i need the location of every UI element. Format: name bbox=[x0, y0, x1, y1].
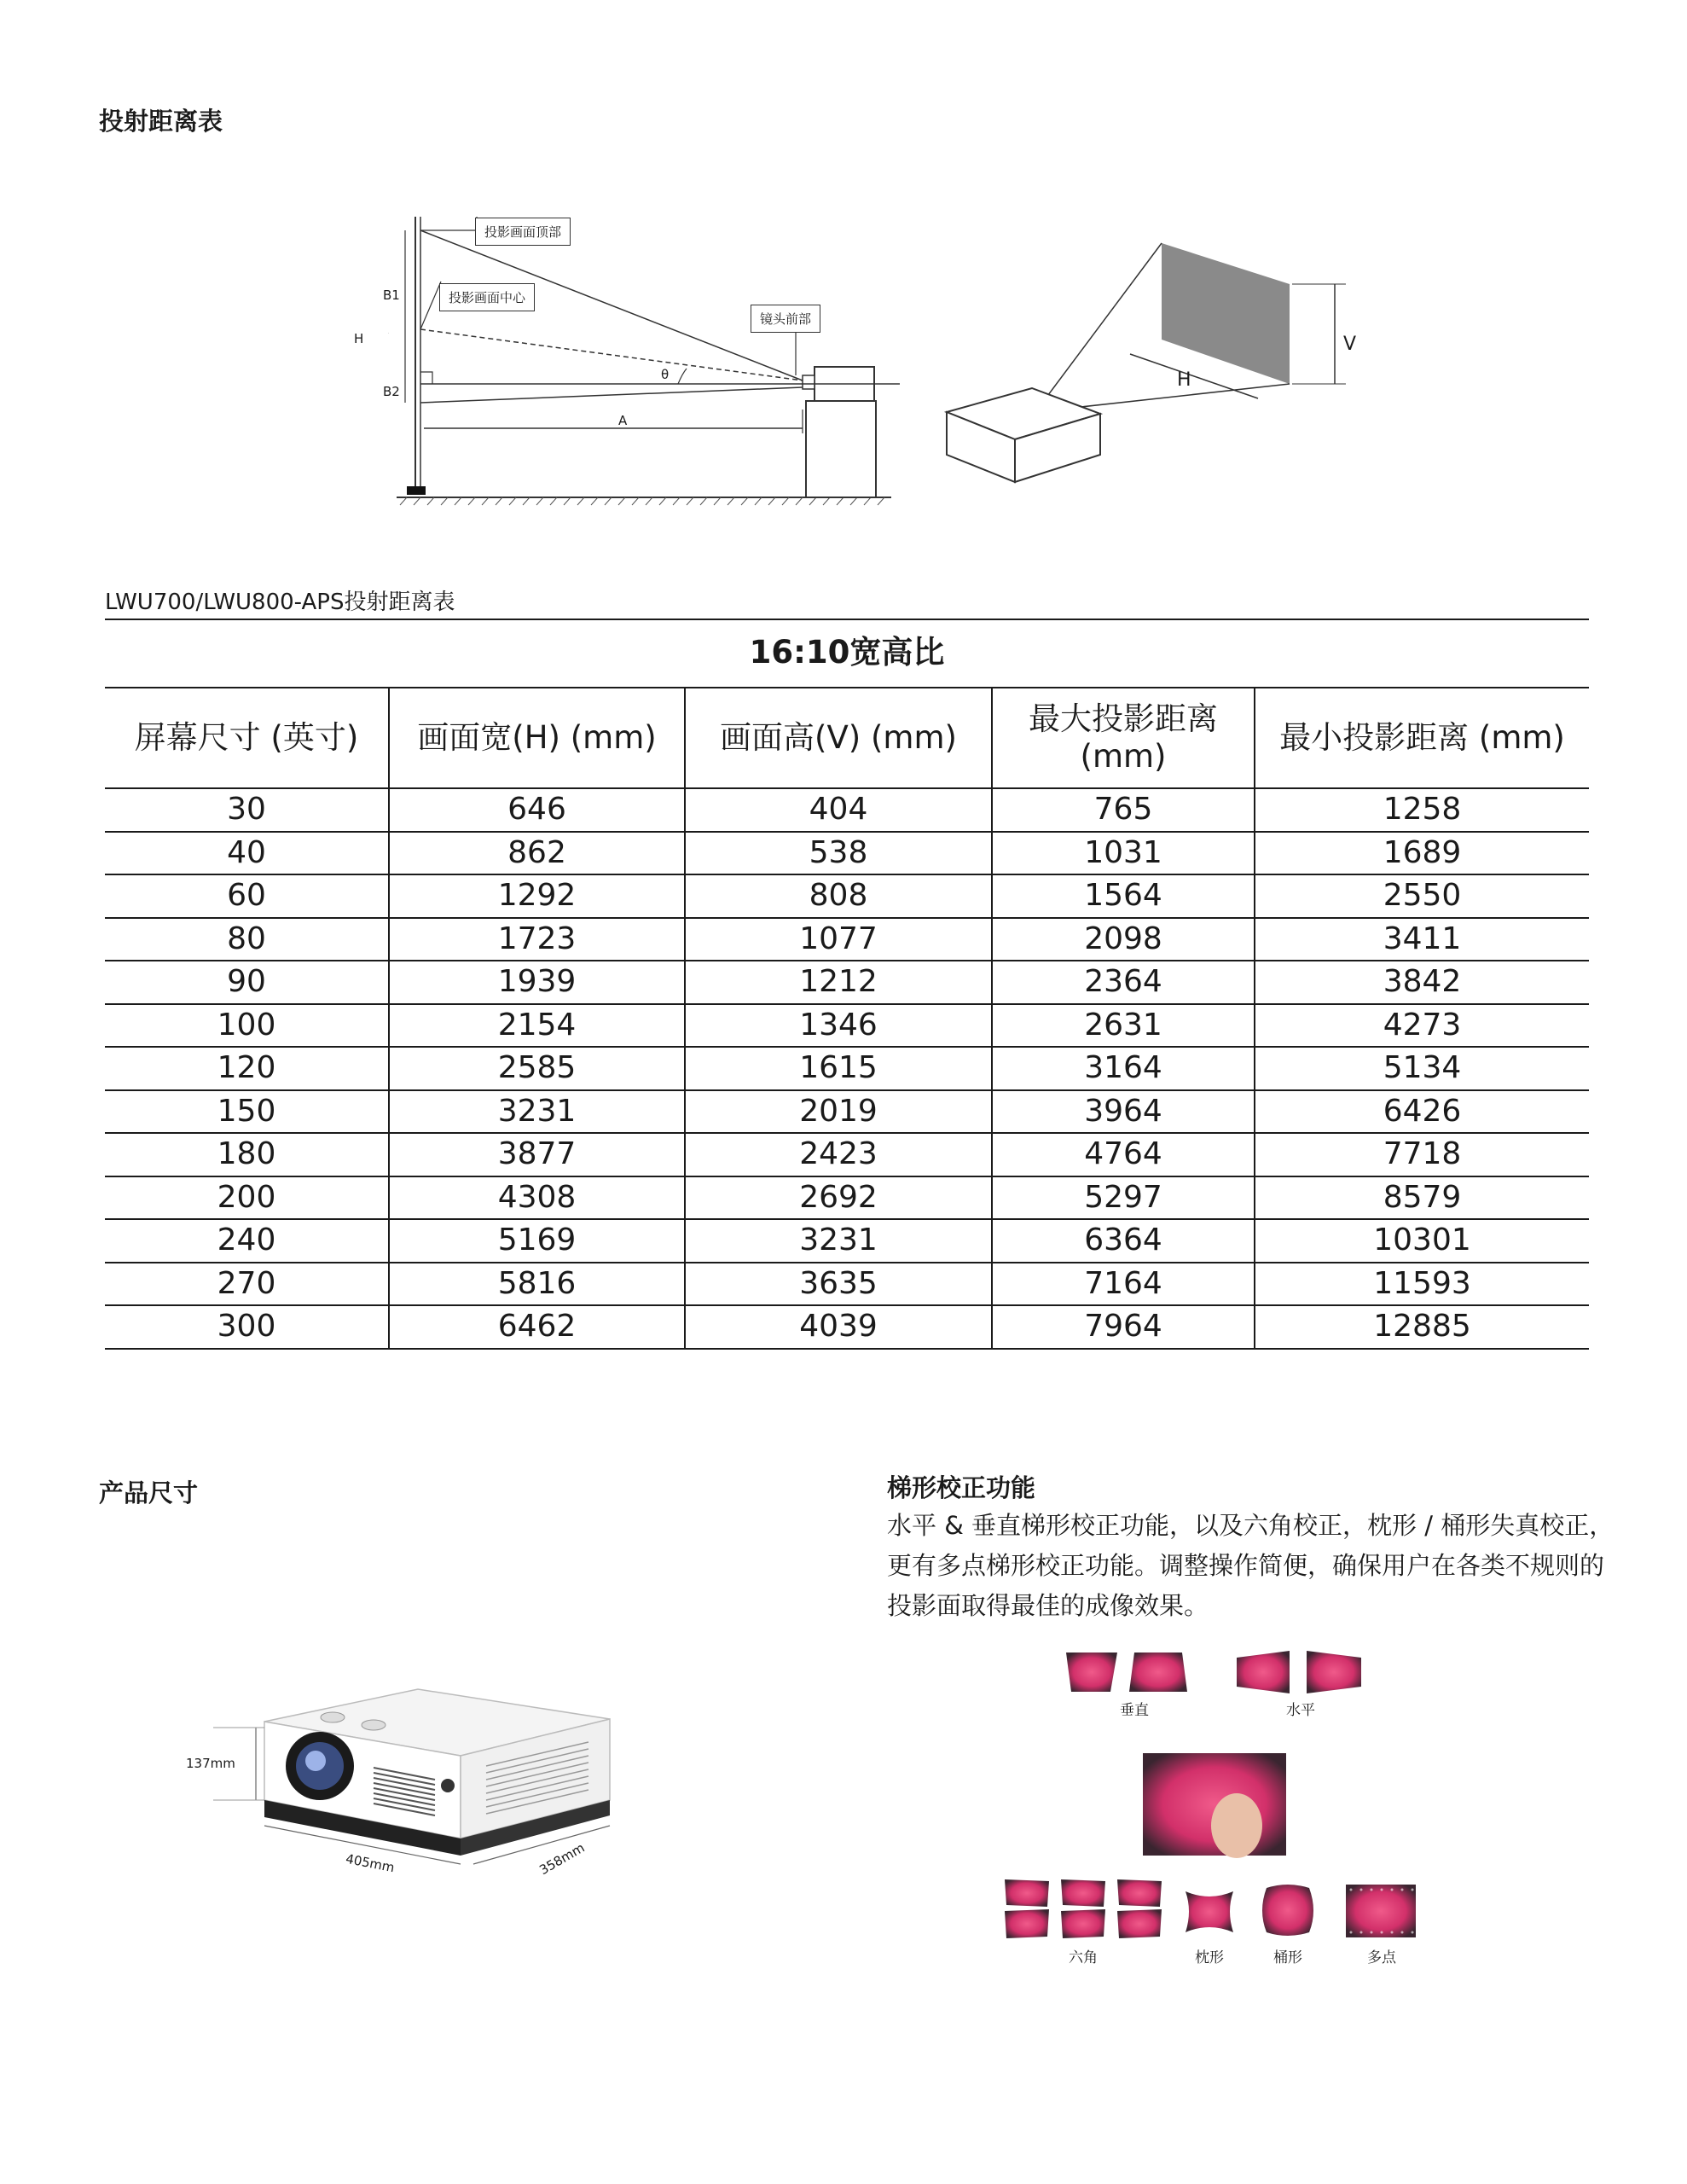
cell: 3411 bbox=[1255, 918, 1589, 961]
cell: 1031 bbox=[992, 832, 1255, 875]
table-row bbox=[105, 1219, 1589, 1263]
cell: 30 bbox=[105, 788, 389, 832]
label-lens-front: 镜头前部 bbox=[751, 305, 820, 333]
cell: 150 bbox=[105, 1090, 389, 1134]
cell: 5816 bbox=[389, 1263, 685, 1306]
cell: 11593 bbox=[1255, 1263, 1589, 1306]
cell: 5297 bbox=[992, 1176, 1255, 1220]
cell: 300 bbox=[105, 1305, 389, 1349]
table-row bbox=[105, 918, 1589, 961]
cell: 2585 bbox=[389, 1047, 685, 1090]
cell: 808 bbox=[685, 874, 992, 918]
cell: 1077 bbox=[685, 918, 992, 961]
label-iso-h: H bbox=[1177, 369, 1191, 391]
header-height: 画面高(V) (mm) bbox=[685, 688, 992, 788]
cell: 3231 bbox=[389, 1090, 685, 1134]
cell: 6462 bbox=[389, 1305, 685, 1349]
keystone-illustrations bbox=[989, 1651, 1467, 1992]
section-title-keystone: 梯形校正功能 bbox=[887, 1473, 1036, 1502]
section-title-throw-distance: 投射距离表 bbox=[99, 107, 223, 136]
cell: 3231 bbox=[685, 1219, 992, 1263]
cell: 8579 bbox=[1255, 1176, 1589, 1220]
cell: 80 bbox=[105, 918, 389, 961]
cell: 7964 bbox=[992, 1305, 1255, 1349]
dimension-width: 405mm bbox=[344, 1850, 397, 1876]
cell: 5134 bbox=[1255, 1047, 1589, 1090]
cell: 3877 bbox=[389, 1133, 685, 1176]
cell: 538 bbox=[685, 832, 992, 875]
cell: 3164 bbox=[992, 1047, 1255, 1090]
keystone-description: 水平 & 垂直梯形校正功能，以及六角校正，枕形 / 桶形失真校正，更有多点梯形校正功能。调整操作简便，确保用户在各类不规则的投影面取得最佳的成像效果。 bbox=[887, 1511, 1615, 1620]
cell: 2692 bbox=[685, 1176, 992, 1220]
cell: 2098 bbox=[992, 918, 1255, 961]
table-row bbox=[105, 1176, 1589, 1220]
cell: 1258 bbox=[1255, 788, 1589, 832]
cell: 40 bbox=[105, 832, 389, 875]
table-row bbox=[105, 1305, 1589, 1349]
header-min-distance: 最小投影距离 (mm) bbox=[1255, 688, 1589, 788]
cell: 200 bbox=[105, 1176, 389, 1220]
label-pincushion: 枕形 bbox=[1195, 1949, 1224, 1966]
cell: 240 bbox=[105, 1219, 389, 1263]
table-row bbox=[105, 1090, 1589, 1134]
cell: 765 bbox=[992, 788, 1255, 832]
table-row bbox=[105, 1004, 1589, 1048]
cell: 2550 bbox=[1255, 874, 1589, 918]
cell: 3842 bbox=[1255, 961, 1589, 1004]
aspect-ratio-title: 16:10宽高比 bbox=[749, 634, 945, 671]
dimension-depth: 358mm bbox=[536, 1839, 588, 1879]
label-theta: θ bbox=[661, 367, 670, 382]
label-hexagon: 六角 bbox=[1069, 1949, 1098, 1966]
cell: 2019 bbox=[685, 1090, 992, 1134]
label-h: H bbox=[354, 331, 364, 346]
header-width: 画面宽(H) (mm) bbox=[389, 688, 685, 788]
isometric-screen-diagram bbox=[938, 226, 1365, 499]
cell: 180 bbox=[105, 1133, 389, 1176]
label-vertical: 垂直 bbox=[1120, 1702, 1149, 1719]
cell: 1564 bbox=[992, 874, 1255, 918]
label-screen-top: 投影画面顶部 bbox=[475, 218, 571, 246]
throw-distance-diagram bbox=[354, 205, 900, 520]
cell: 4273 bbox=[1255, 1004, 1589, 1048]
cell: 1689 bbox=[1255, 832, 1589, 875]
cell: 90 bbox=[105, 961, 389, 1004]
keystone-photos bbox=[989, 1651, 1467, 1992]
cell: 7164 bbox=[992, 1263, 1255, 1306]
cell: 6364 bbox=[992, 1219, 1255, 1263]
table-row bbox=[105, 788, 1589, 832]
cell: 120 bbox=[105, 1047, 389, 1090]
label-barrel: 桶形 bbox=[1273, 1949, 1302, 1966]
label-multipoint: 多点 bbox=[1367, 1949, 1396, 1966]
data-table bbox=[105, 687, 1589, 1350]
label-horizontal: 水平 bbox=[1286, 1702, 1315, 1719]
projector-dimension-figure bbox=[179, 1672, 640, 1920]
table-row bbox=[105, 1263, 1589, 1306]
table-caption: LWU700/LWU800-APS投射距离表 bbox=[105, 590, 455, 615]
throw-diagram-drawing bbox=[388, 205, 900, 520]
cell: 2423 bbox=[685, 1133, 992, 1176]
cell: 1939 bbox=[389, 961, 685, 1004]
table-row bbox=[105, 832, 1589, 875]
isometric-drawing bbox=[938, 226, 1365, 499]
cell: 3635 bbox=[685, 1263, 992, 1306]
cell: 7718 bbox=[1255, 1133, 1589, 1176]
cell: 2631 bbox=[992, 1004, 1255, 1048]
cell: 3964 bbox=[992, 1090, 1255, 1134]
cell: 1723 bbox=[389, 918, 685, 961]
cell: 1346 bbox=[685, 1004, 992, 1048]
cell: 646 bbox=[389, 788, 685, 832]
section-title-dimensions: 产品尺寸 bbox=[99, 1478, 199, 1507]
table-row bbox=[105, 1133, 1589, 1176]
cell: 6426 bbox=[1255, 1090, 1589, 1134]
dimension-height: 137mm bbox=[186, 1756, 235, 1771]
label-b2: B2 bbox=[383, 384, 400, 399]
label-iso-v: V bbox=[1343, 334, 1357, 355]
cell: 12885 bbox=[1255, 1305, 1589, 1349]
label-b1: B1 bbox=[383, 288, 400, 303]
cell: 4308 bbox=[389, 1176, 685, 1220]
header-screen-size: 屏幕尺寸 (英寸) bbox=[105, 688, 389, 788]
cell: 862 bbox=[389, 832, 685, 875]
cell: 10301 bbox=[1255, 1219, 1589, 1263]
cell: 1292 bbox=[389, 874, 685, 918]
label-a: A bbox=[618, 413, 628, 428]
cell: 2154 bbox=[389, 1004, 685, 1048]
cell: 1212 bbox=[685, 961, 992, 1004]
cell: 5169 bbox=[389, 1219, 685, 1263]
cell: 100 bbox=[105, 1004, 389, 1048]
table-row bbox=[105, 1047, 1589, 1090]
cell: 60 bbox=[105, 874, 389, 918]
cell: 404 bbox=[685, 788, 992, 832]
table-row bbox=[105, 874, 1589, 918]
cell: 1615 bbox=[685, 1047, 992, 1090]
cell: 270 bbox=[105, 1263, 389, 1306]
cell: 4764 bbox=[992, 1133, 1255, 1176]
cell: 4039 bbox=[685, 1305, 992, 1349]
header-row bbox=[105, 688, 1589, 788]
label-screen-center: 投影画面中心 bbox=[439, 283, 535, 311]
cell: 2364 bbox=[992, 961, 1255, 1004]
table-row bbox=[105, 961, 1589, 1004]
header-max-distance: 最大投影距离 (mm) bbox=[992, 688, 1255, 788]
projector-illustration bbox=[179, 1672, 640, 1920]
